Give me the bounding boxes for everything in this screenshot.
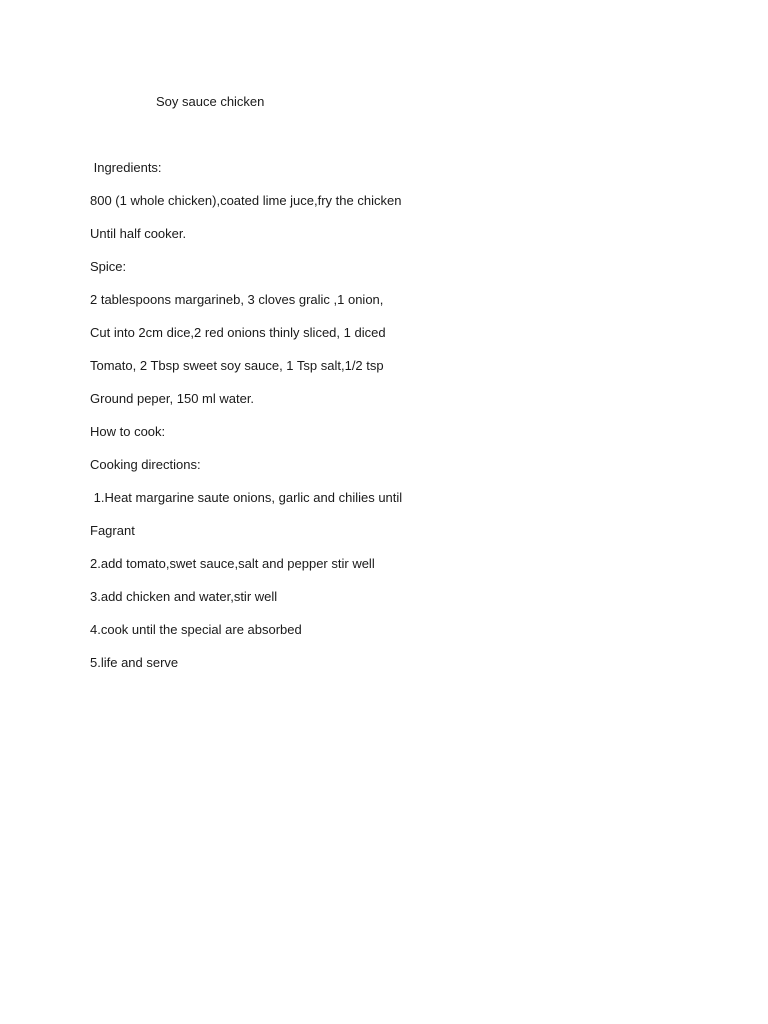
- direction-step: 3.add chicken and water,stir well: [90, 588, 278, 604]
- cooking-directions-heading: Cooking directions:: [90, 456, 201, 472]
- how-to-cook-heading: How to cook:: [90, 423, 166, 439]
- recipe-body: [90, 159, 402, 687]
- text-line: Cut into 2cm dice,2 red onions thinly sliced, 1 diced: [90, 324, 386, 340]
- text-line: Until half cooker.: [90, 225, 187, 241]
- recipe-title: Soy sauce chicken: [156, 94, 265, 109]
- spice-heading: Spice:: [90, 258, 127, 274]
- direction-step: 5.life and serve: [90, 654, 179, 670]
- direction-step: 2.add tomato,swet sauce,salt and pepper stir well: [90, 555, 375, 571]
- direction-step: 1.Heat margarine saute onions, garlic and chilies until: [90, 489, 403, 505]
- text-line: 800 (1 whole chicken),coated lime juce,fry the chicken: [90, 192, 402, 208]
- direction-step: 4.cook until the special are absorbed: [90, 621, 302, 637]
- text-line: Tomato, 2 Tbsp sweet soy sauce, 1 Tsp salt,1/2 tsp: [90, 357, 384, 373]
- ingredients-heading: Ingredients:: [90, 159, 162, 175]
- text-line: 2 tablespoons margarineb, 3 cloves gralic ,1 onion,: [90, 291, 384, 307]
- text-line: Ground peper, 150 ml water.: [90, 390, 255, 406]
- text-line: Fagrant: [90, 522, 135, 538]
